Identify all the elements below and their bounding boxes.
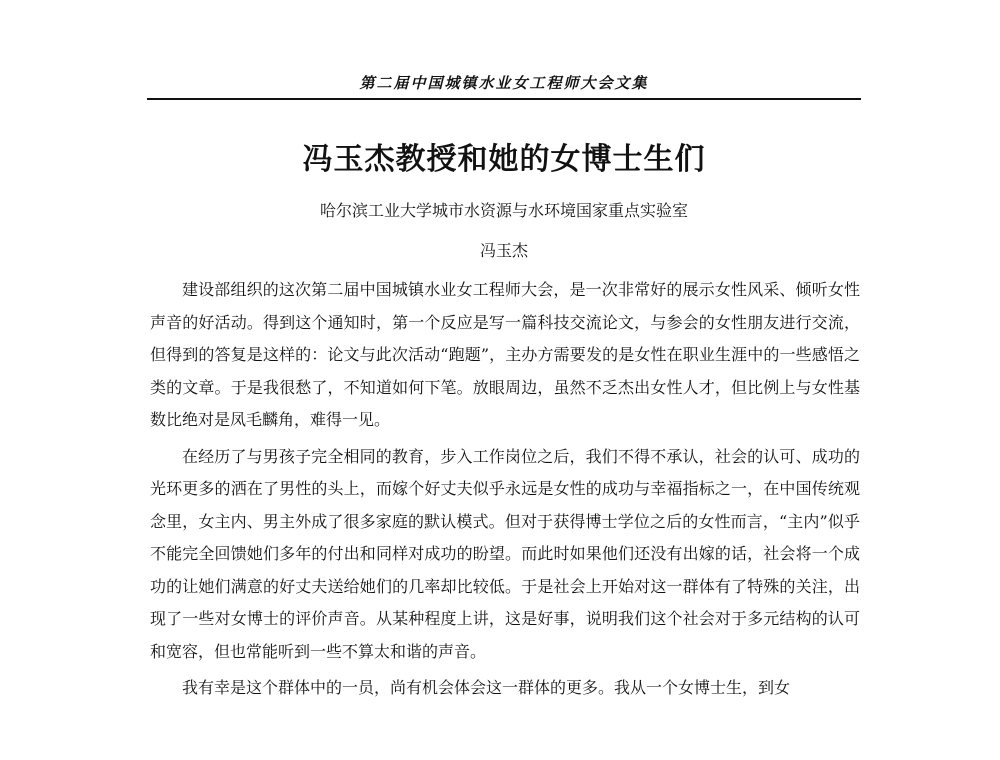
author-affiliation: 哈尔滨工业大学城市水资源与水环境国家重点实验室: [319, 201, 688, 220]
author-name: 冯玉杰: [479, 241, 528, 260]
running-header: 第二届中国城镇水业女工程师大会文集: [359, 74, 649, 92]
body-paragraph-3: 我有幸是这个群体中的一员，尚有机会体会这一群体的更多。我从一个女博士生，到女: [182, 678, 791, 697]
body-paragraph-2: 在经历了与男孩子完全相同的教育，步入工作岗位之后，我们不得不承认，社会的认可、成功的光环更多的洒在了男性的头上，而嫁个好丈夫似乎永远是女性的成功与幸福指标之一，在中国传统观念里，女主内、男主外成了很多家庭的默认模式。但对于获得博士学位之后的女性而言，“主内”似乎不能完全回馈她们多年的付出和同样对成功的盼望。而此时如果他们还没有出嫁的话，社会将一个成功的让她们满意的好丈夫送给她们的几率却比较低。于是社会上开始对这一群体有了特殊的关注，出现了一些对女博士的评价声音。从某种程度上讲，这是好事，说明我们这个社会对于多元结构的认可和宽容，但也常能听到一些不算太和谐的声音。: [150, 446, 860, 661]
article-title: 冯玉杰教授和她的女博士生们: [302, 142, 706, 177]
header-rule: [147, 98, 861, 100]
article-body: [150, 274, 860, 709]
body-paragraph-1: 建设部组织的这次第二届中国城镇水业女工程师大会，是一次非常好的展示女性风采、倾听女性声音的好活动。得到这个通知时，第一个反应是写一篇科技交流论文，与参会的女性朋友进行交流，但得到的答复是这样的：论文与此次活动“跑题”，主办方需要发的是女性在职业生涯中的一些感悟之类的文章。于是我很愁了，不知道如何下笔。放眼周边，虽然不乏杰出女性人才，但比例上与女性基数比绝对是凤毛麟角，难得一见。: [150, 280, 860, 429]
